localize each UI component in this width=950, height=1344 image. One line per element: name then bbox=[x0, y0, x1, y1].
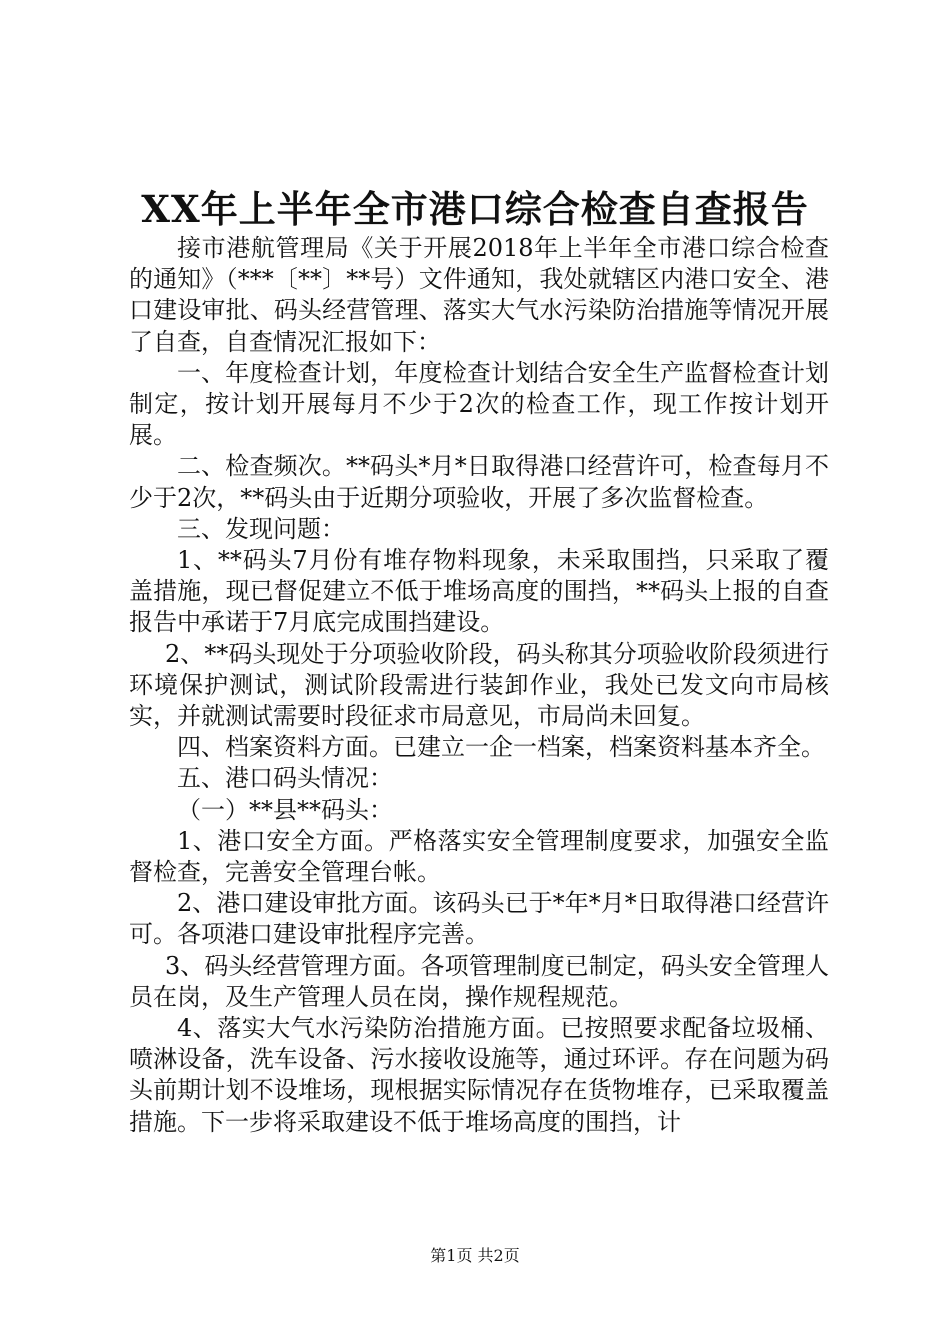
document-body bbox=[129, 233, 829, 1138]
section-annual-plan: 一、年度检查计划，年度检查计划结合安全生产监督检查计划制定，按计划开展每月不少于2次的检查工作，现工作按计划开展。 bbox=[129, 358, 829, 450]
section-port-status-heading: 五、港口码头情况： bbox=[177, 764, 393, 793]
wharf-item-management: 3、码头经营管理方面。各项管理制度已制定，码头安全管理人员在岗，及生产管理人员在岗，操作规程规范。 bbox=[129, 951, 829, 1011]
wharf-item-approval: 2、港口建设审批方面。该码头已于*年*月*日取得港口经营许可。各项港口建设审批程序完善。 bbox=[129, 889, 829, 949]
issue-item-2: 2、**码头现处于分项验收阶段，码头称其分项验收阶段须进行环境保护测试，测试阶段需进行装卸作业，我处已发文向市局核实，并就测试需要时段征求市局意见，市局尚未回复。 bbox=[129, 639, 829, 731]
document-title: XX年上半年全市港口综合检查自查报告 bbox=[141, 187, 809, 231]
subsection-wharf-heading: （一）**县**码头： bbox=[177, 795, 393, 824]
section-archives: 四、档案资料方面。已建立一企一档案，档案资料基本齐全。 bbox=[177, 733, 825, 762]
page-number-footer: 第1页 共2页 bbox=[430, 1246, 520, 1265]
wharf-item-pollution: 4、落实大气水污染防治措施方面。已按照要求配备垃圾桶、喷淋设备，洗车设备、污水接收设施等，通过环评。存在问题为码头前期计划不设堆场，现根据实际情况存在货物堆存，已采取覆盖措施。下一步将采取建设不低于堆场高度的围挡，计 bbox=[129, 1014, 829, 1136]
section-issues-heading: 三、发现问题： bbox=[177, 514, 345, 543]
section-frequency: 二、检查频次。**码头*月*日取得港口经营许可，检查每月不少于2次，**码头由于近期分项验收，开展了多次监督检查。 bbox=[129, 452, 829, 512]
issue-item-1: 1、**码头7月份有堆存物料现象，未采取围挡，只采取了覆盖措施，现已督促建立不低于堆场高度的围挡，**码头上报的自查报告中承诺于7月底完成围挡建设。 bbox=[129, 546, 829, 637]
intro-paragraph: 接市港航管理局《关于开展2018年上半年全市港口综合检查的通知》（***〔**〕**号）文件通知，我处就辖区内港口安全、港口建设审批、码头经营管理、落实大气水污染防治措施等情况开展了自查，自查情况汇报如下： bbox=[129, 234, 829, 356]
wharf-item-safety: 1、港口安全方面。严格落实安全管理制度要求，加强安全监督检查，完善安全管理台帐。 bbox=[129, 826, 829, 887]
